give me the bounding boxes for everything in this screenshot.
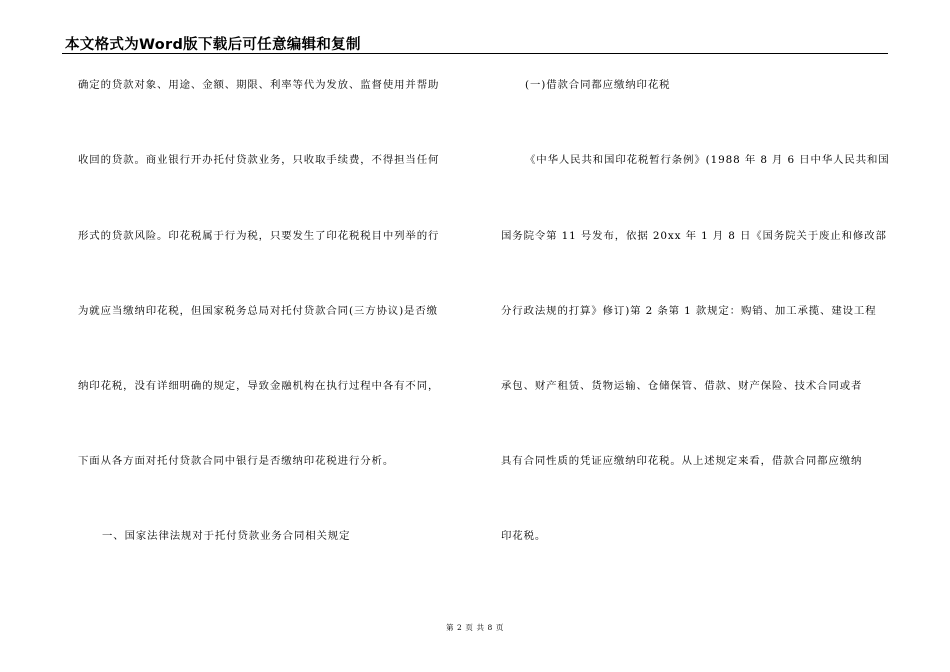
left-line-4: 为就应当缴纳印花税，但国家税务总局对托付贷款合同(三方协议)是否缴 [78,305,438,317]
right-line-3: 国务院令第 11 号发布，依据 20xx 年 1 月 8 日《国务院关于废止和修改部 [501,230,887,242]
page-number: 第 2 页 共 8 页 [445,623,505,632]
right-subheading: (一)借款合同都应缴纳印花税 [525,79,671,91]
page-header-title: 本文格式为Word版下载后可任意编辑和复制 [65,37,361,53]
right-line-6: 具有合同性质的凭证应缴纳印花税。从上述规定来看，借款合同都应缴纳 [501,455,863,467]
left-line-5: 纳印花税，没有详细明确的规定，导致金融机构在执行过程中各有不同， [78,380,440,392]
right-line-2: 《中华人民共和国印花税暂行条例》(1988 年 8 月 6 日中华人民共和国 [525,154,890,166]
left-line-1: 确定的贷款对象、用途、金额、期限、利率等代为发放、监督使用并帮助 [78,79,440,91]
right-line-7: 印花税。 [501,530,547,542]
left-line-6: 下面从各方面对托付贷款合同中银行是否缴纳印花税进行分析。 [78,455,395,467]
right-line-4: 分行政法规的打算》修订)第 2 条第 1 款规定：购销、加工承揽、建设工程 [501,305,877,317]
left-line-3: 形式的贷款风险。印花税属于行为税，只要发生了印花税税目中列举的行 [78,230,440,242]
left-line-2: 收回的贷款。商业银行开办托付贷款业务，只收取手续费，不得担当任何 [78,154,440,166]
right-line-5: 承包、财产租赁、货物运输、仓储保管、借款、财产保险、技术合同或者 [501,380,863,392]
header-divider [62,53,888,54]
left-section-heading: 一、国家法律法规对于托付贷款业务合同相关规定 [102,530,351,542]
